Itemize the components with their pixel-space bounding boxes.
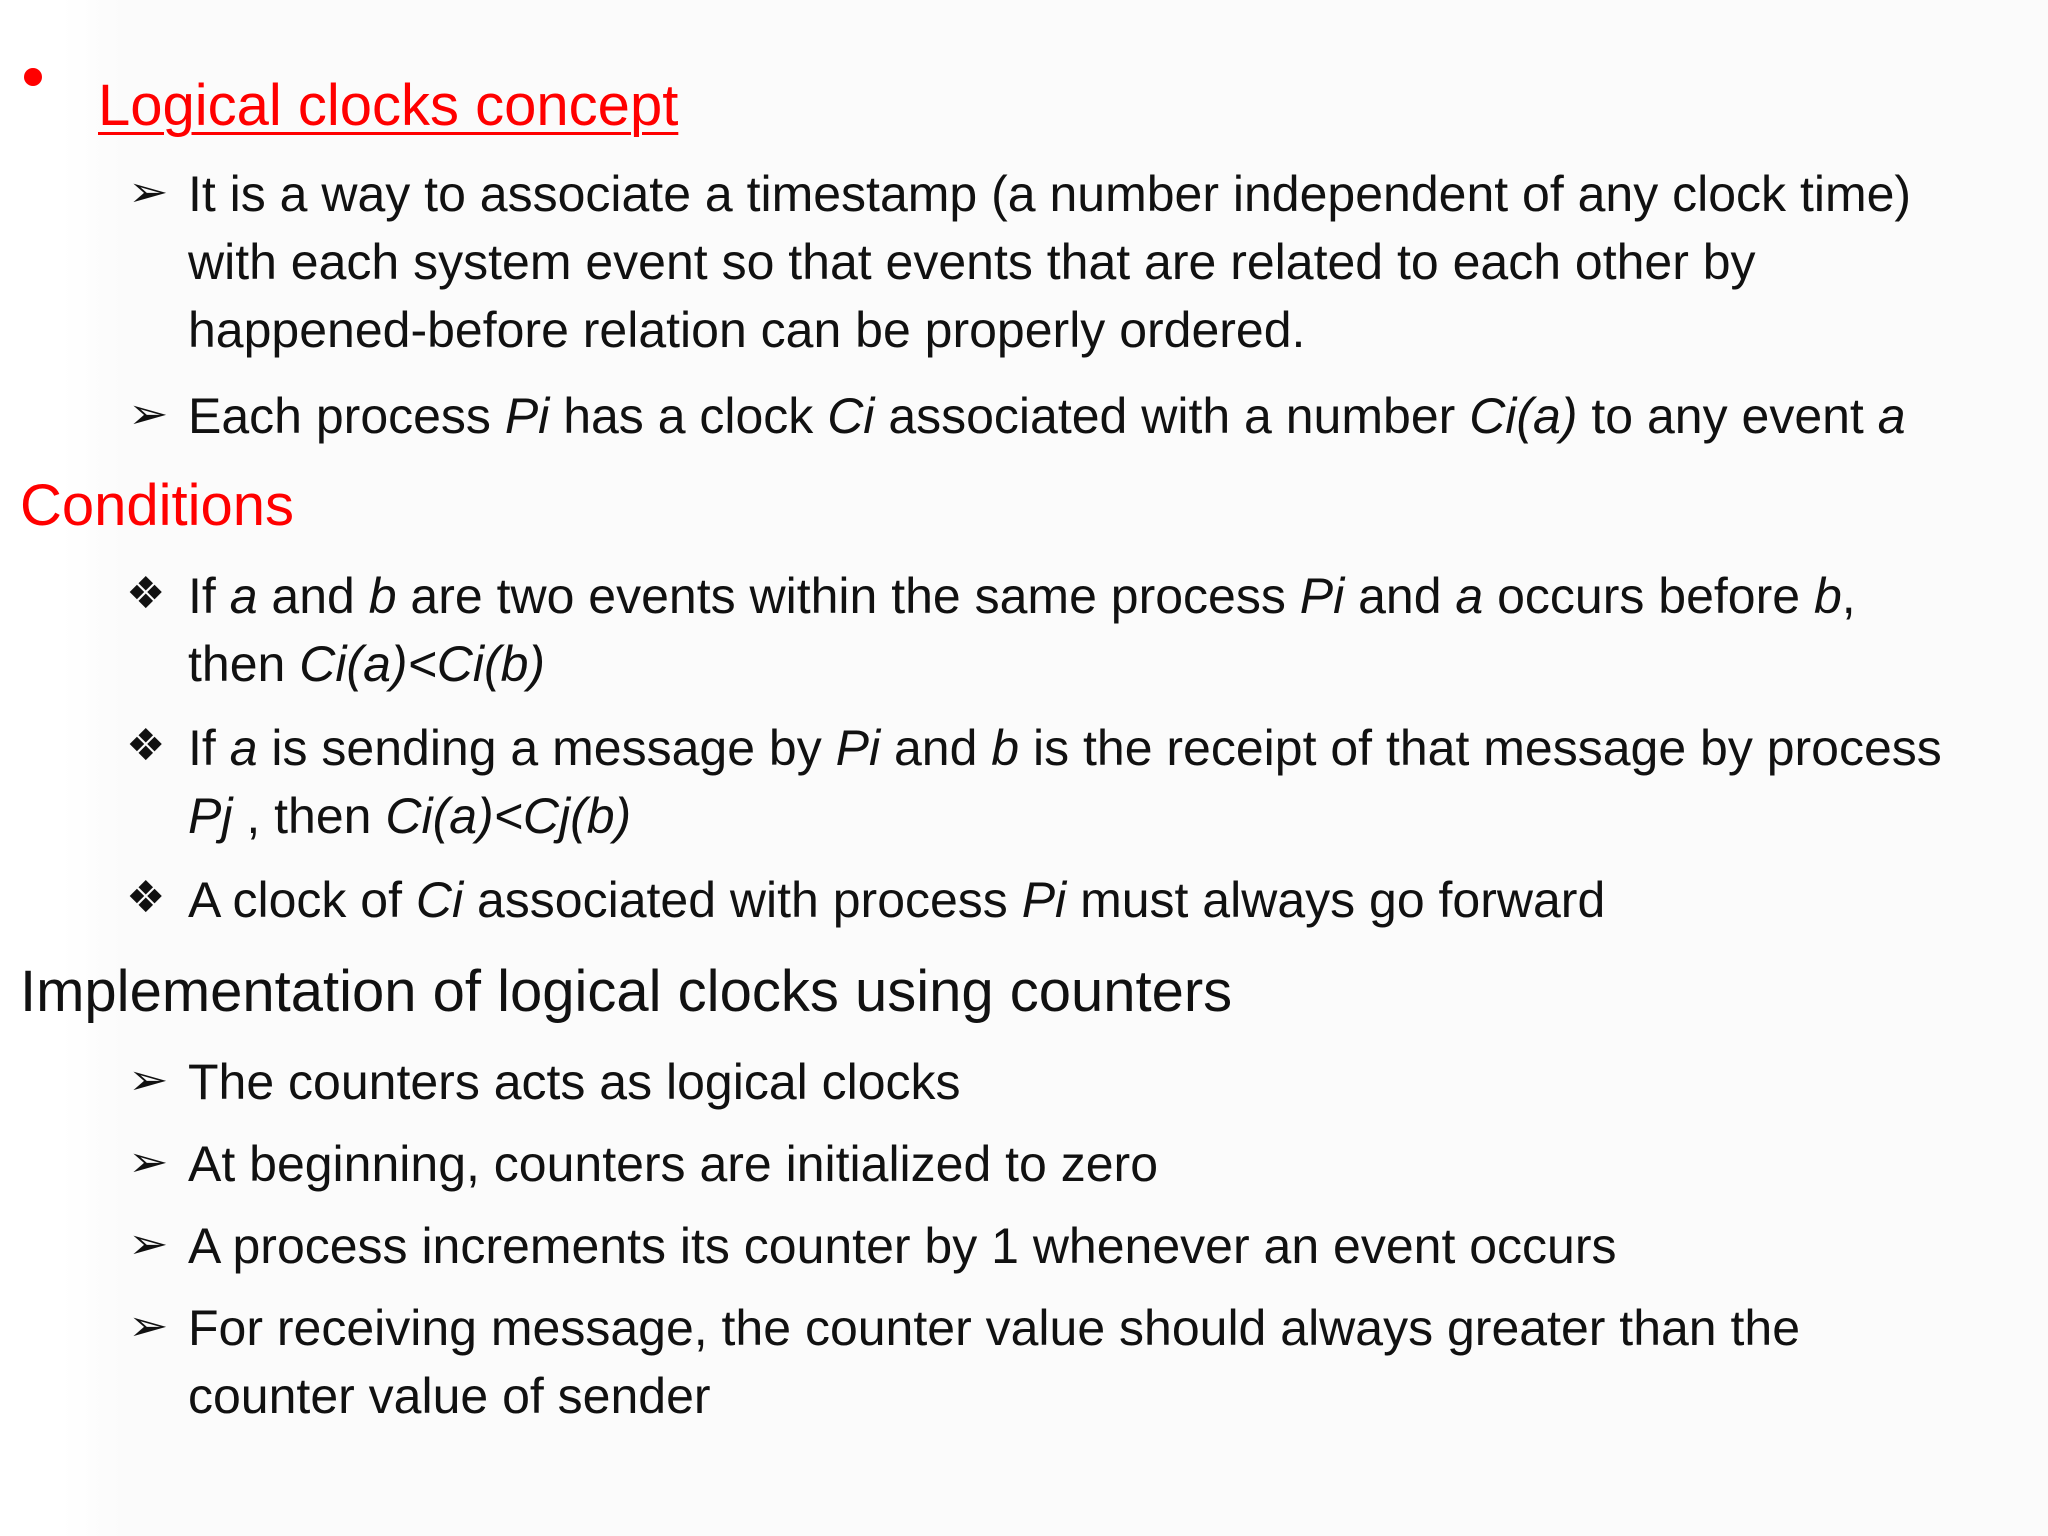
implementation-item-4-line-2: counter value of sender	[188, 1368, 711, 1424]
arrow-bullet-icon: ➢	[128, 1138, 169, 1185]
arrow-bullet-icon: ➢	[128, 390, 169, 437]
diamond-bullet-icon: ❖	[126, 569, 166, 618]
diamond-bullet-icon: ❖	[126, 873, 166, 922]
arrow-bullet-icon: ➢	[128, 1220, 169, 1267]
concept-point-1-line-2: with each system event so that events that are related to each other by	[188, 234, 1756, 290]
arrow-bullet-icon: ➢	[128, 1302, 169, 1349]
implementation-heading: Implementation of logical clocks using counters	[20, 959, 1233, 1024]
condition-1-line-1: If a and b are two events within the same process Pi and a occurs before b,	[188, 568, 1856, 624]
condition-2-line-1: If a is sending a message by Pi and b is the receipt of that message by process	[188, 720, 1942, 776]
arrow-bullet-icon: ➢	[128, 1056, 169, 1103]
bullet-dot-icon	[24, 68, 42, 86]
condition-3: A clock of Ci associated with process Pi must always go forward	[188, 872, 1606, 928]
implementation-item-3: A process increments its counter by 1 whenever an event occurs	[188, 1218, 1617, 1274]
condition-2-line-2: Pj , then Ci(a)<Cj(b)	[188, 788, 632, 844]
concept-point-2: Each process Pi has a clock Ci associated with a number Ci(a) to any event a	[188, 388, 1906, 444]
arrow-bullet-icon: ➢	[128, 168, 169, 215]
condition-1-line-2: then Ci(a)<Ci(b)	[188, 636, 546, 692]
implementation-item-1: The counters acts as logical clocks	[188, 1054, 961, 1110]
implementation-item-4-line-1: For receiving message, the counter value should always greater than the	[188, 1300, 1801, 1356]
slide-title: Logical clocks concept	[98, 73, 679, 138]
diamond-bullet-icon: ❖	[126, 721, 166, 770]
implementation-item-2: At beginning, counters are initialized to zero	[188, 1136, 1159, 1192]
conditions-heading: Conditions	[20, 473, 295, 538]
concept-point-1-line-1: It is a way to associate a timestamp (a number independent of any clock time)	[188, 166, 1912, 222]
concept-point-1-line-3: happened-before relation can be properly ordered.	[188, 302, 1306, 358]
